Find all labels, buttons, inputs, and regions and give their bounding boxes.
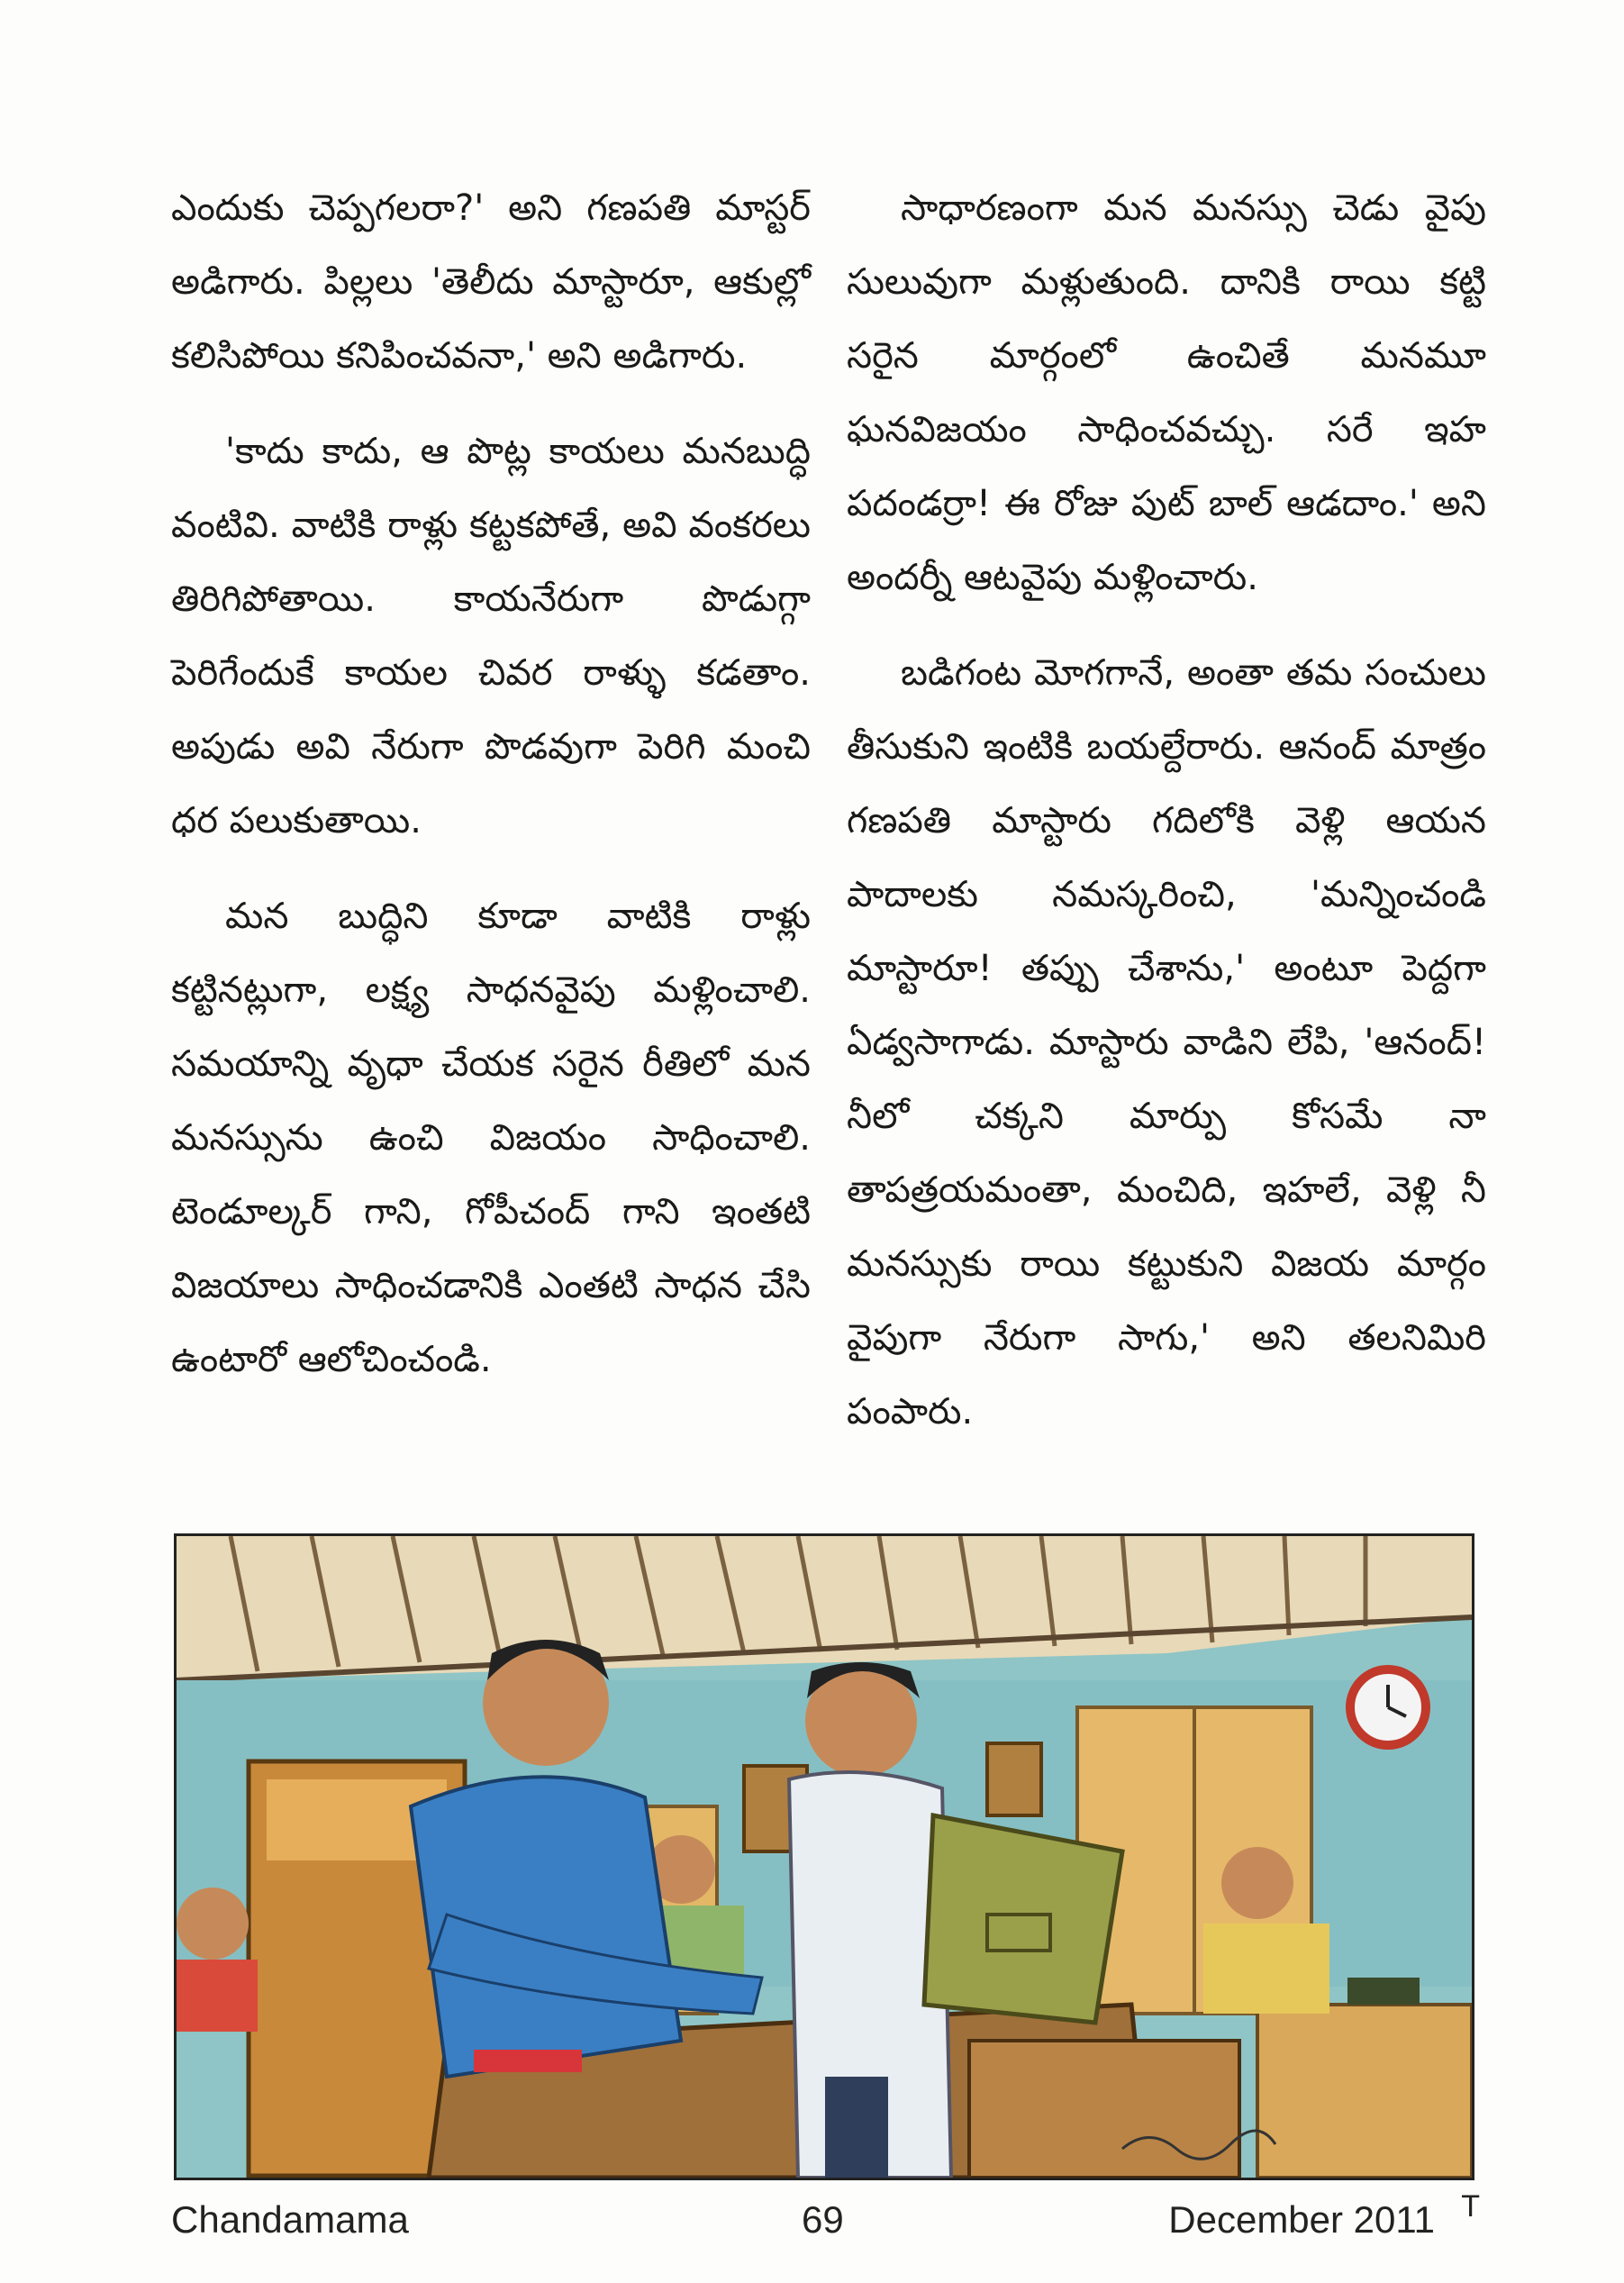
paragraph: సాధారణంగా మన మనస్సు చెడు వైపు సులువుగా మళ్లుతుంది. దానికి రాయి కట్టి సరైన మార్గంలో ఉంచితే మనమూ ఘనవిజయం సాధించవచ్చు. సరే ఇహ పదండర్రా! ఈ రోజు పుట్ బాల్ ఆడదాం.' అని అందర్నీ ఆటవైపు మళ్లించారు. (847, 187, 1486, 598)
page-number: 69 (802, 2198, 844, 2241)
classroom-scene-illustration (177, 1536, 1472, 2178)
footer-mark: T (1461, 2189, 1480, 2224)
magazine-name: Chandamama (171, 2198, 409, 2241)
issue-date: December 2011 (1168, 2198, 1435, 2241)
paragraph: మన బుద్ధిని కూడా వాటికి రాళ్లు కట్టినట్లుగా, లక్ష్య సాధనవైపు మళ్లించాలి. సమయాన్ని వృధా చేయక సరైన రీతిలో మన మనస్సును ఉంచి విజయం సాధించాలి. టెండూల్కర్ గాని, గోపీచంద్ గాని ఇంతటి విజయాలు సాధించడానికి ఎంతటి సాధన చేసి ఉంటారో ఆలోచించండి. (171, 896, 811, 1380)
left-text-column (171, 171, 811, 1418)
paragraph: ఎందుకు చెప్పగలరా?' అని గణపతి మాస్టర్ అడిగారు. పిల్లలు 'తెలీదు మాస్టారూ, ఆకుల్లో కలిసిపోయి కనిపించవనా,' అని అడిగారు. (171, 187, 811, 377)
paragraph: బడిగంట మోగగానే, అంతా తమ సంచులు తీసుకుని ఇంటికి బయల్దేరారు. ఆనంద్ మాత్రం గణపతి మాస్టారు గదిలోకి వెళ్లి ఆయన పాదాలకు నమస్కరించి, 'మన్నించండి మాస్టారూ! తప్పు చేశాను,' అంటూ పెద్దగా ఏడ్వసాగాడు. మాస్టారు వాడిని లేపి, 'ఆనంద్! నీలో చక్కని మార్పు కోసమే నా తాపత్రయమంతా, మంచిది, ఇహలే, వెళ్లి నీ మనస్సుకు రాయి కట్టుకుని విజయ మార్గం వైపుగా నేరుగా సాగు,' అని తలనిమిరి పంపారు. (847, 652, 1486, 1433)
right-text-column (847, 171, 1486, 1470)
paragraph: 'కాదు కాదు, ఆ పొట్ల కాయలు మనబుద్ధి వంటివి. వాటికి రాళ్లు కట్టకపోతే, అవి వంకరలు తిరిగిపోతాయి. కాయనేరుగా పొడుగ్గా పెరిగేందుకే కాయల చివర రాళ్ళు కడతాం. అపుడు అవి నేరుగా పొడవుగా పెరిగి మంచి ధర పలుకుతాయి. (171, 431, 811, 841)
story-illustration (174, 1533, 1474, 2180)
page-footer (171, 2189, 1480, 2252)
